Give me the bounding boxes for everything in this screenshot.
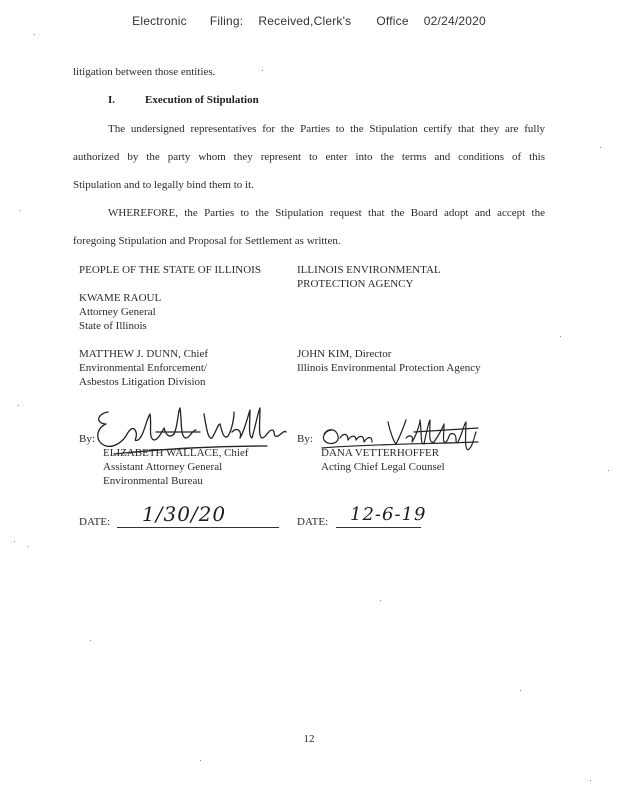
para1-line-2: authorized by the party whom they represent to enter into the terms and conditions of this [73, 151, 545, 163]
scan-speck [34, 34, 35, 35]
scan-speck [590, 780, 591, 781]
scan-speck [90, 640, 91, 641]
left-signer-bureau: Environmental Bureau [103, 475, 203, 487]
para1-line-1: The undersigned representatives for the Parties to the Stipulation certify that they are fully [108, 123, 545, 135]
header-part-3: Received,Clerk's [258, 14, 352, 28]
chief-division-1: Environmental Enforcement/ [79, 362, 207, 374]
chief-name: MATTHEW J. DUNN, Chief [79, 348, 209, 360]
left-party-name: PEOPLE OF THE STATE OF ILLINOIS [79, 264, 261, 276]
ag-title: Attorney General [79, 306, 156, 318]
right-date-line [336, 527, 421, 528]
left-date-line [117, 527, 279, 528]
right-signer-block [321, 446, 445, 474]
right-date-value: 12-6-19 [350, 504, 427, 525]
director-agency: Illinois Environmental Protection Agency [297, 362, 481, 374]
left-signer-block [103, 446, 249, 488]
left-party-block [79, 263, 261, 277]
scan-speck [520, 690, 521, 691]
right-party-block [297, 263, 441, 291]
header-part-4: Office [376, 14, 409, 28]
scan-speck [18, 405, 19, 406]
right-signer-name: DANA VETTERHOFFER [321, 447, 440, 459]
header-part-2: Filing: [209, 14, 244, 28]
chief-division-2: Asbestos Litigation Division [79, 376, 206, 388]
scan-speck [560, 336, 561, 337]
director-name: JOHN KIM, Director [297, 348, 392, 360]
scan-speck [28, 546, 29, 547]
scan-speck [20, 210, 21, 211]
left-date-value: 1/30/20 [142, 502, 227, 526]
section-title: Execution of Stipulation [145, 94, 259, 106]
right-signer-title: Acting Chief Legal Counsel [321, 461, 445, 473]
scan-speck [608, 470, 609, 471]
right-party-name-2: PROTECTION AGENCY [297, 278, 414, 290]
scan-speck [262, 70, 263, 71]
right-party-name-1: ILLINOIS ENVIRONMENTAL [297, 264, 441, 276]
para1-line-3: Stipulation and to legally bind them to it. [73, 179, 254, 191]
section-number: I. [108, 94, 116, 106]
attorney-general-block [79, 291, 161, 333]
para2-line-1: WHEREFORE, the Parties to the Stipulation request that the Board adopt and accept the [108, 207, 545, 219]
left-signer-title: Assistant Attorney General [103, 461, 223, 473]
ag-state: State of Illinois [79, 320, 147, 332]
page-number: 12 [303, 733, 315, 745]
scan-speck [200, 760, 201, 761]
left-signer-name: ELIZABETH WALLACE, Chief [103, 447, 249, 459]
left-by-label: By: [79, 433, 95, 445]
left-date-label: DATE: [79, 516, 111, 528]
scan-speck [600, 147, 601, 148]
division-chief-block [79, 347, 208, 389]
header-date: 02/24/2020 [423, 14, 486, 28]
director-block [297, 347, 481, 375]
scan-speck [14, 541, 15, 542]
scan-speck [380, 600, 381, 601]
ag-name: KWAME RAOUL [79, 292, 162, 304]
right-date-label: DATE: [297, 516, 329, 528]
filing-header [0, 14, 618, 28]
body-line-1: litigation between those entities. [73, 66, 216, 78]
header-part-1: Electronic [132, 14, 187, 28]
para2-line-2: foregoing Stipulation and Proposal for Settlement as written. [73, 235, 341, 247]
right-by-label: By: [297, 433, 313, 445]
